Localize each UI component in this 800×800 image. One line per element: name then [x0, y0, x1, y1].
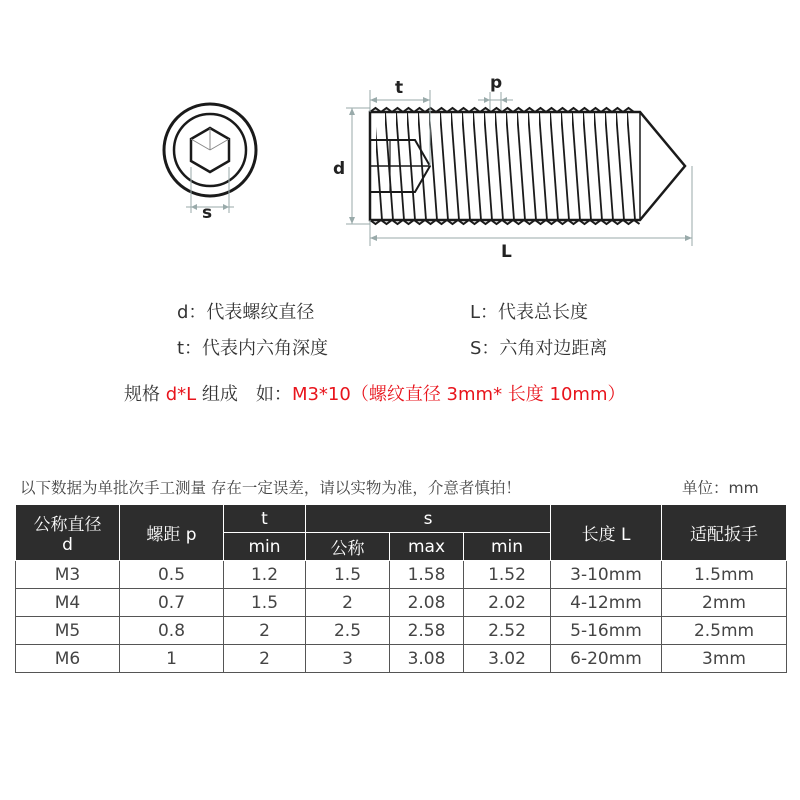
screw-side-view [330, 70, 710, 260]
spec-line [124, 380, 625, 406]
table-cell: 4-12mm [551, 589, 662, 617]
table-cell: 1.5 [224, 589, 306, 617]
legend-S: S：六角对边距离 [470, 338, 608, 359]
header-s-nominal: 公称 [306, 533, 390, 561]
table-cell: 1.52 [464, 561, 551, 589]
table-cell: 2.58 [390, 617, 464, 645]
table-cell: 5-16mm [551, 617, 662, 645]
spec-formula: d*L [165, 384, 197, 405]
header-nominal-sub: d [62, 535, 73, 555]
table-cell: 1 [120, 645, 224, 673]
table-header-row [16, 505, 787, 533]
legend-d: d：代表螺纹直径 [177, 302, 315, 323]
table-cell: 2 [224, 645, 306, 673]
header-s: s [306, 505, 551, 533]
table-cell: 2.5 [306, 617, 390, 645]
table-cell: 2.08 [390, 589, 464, 617]
spec-suffix: 组成 如： [196, 384, 292, 405]
header-t-min: min [224, 533, 306, 561]
table-cell: M6 [16, 645, 120, 673]
header-t: t [224, 505, 306, 533]
table-row [16, 561, 787, 589]
table-cell: 3-10mm [551, 561, 662, 589]
table-cell: 1.2 [224, 561, 306, 589]
table-cell: 2.52 [464, 617, 551, 645]
header-s-min: min [464, 533, 551, 561]
table-cell: 3 [306, 645, 390, 673]
table-cell: M4 [16, 589, 120, 617]
table-row [16, 645, 787, 673]
table-cell: M5 [16, 617, 120, 645]
table-cell: 0.5 [120, 561, 224, 589]
label-L: L [501, 242, 512, 262]
table-row [16, 617, 787, 645]
header-nominal-label: 公称直径 [33, 515, 102, 535]
table-cell: 1.5mm [662, 561, 787, 589]
table-row [16, 589, 787, 617]
label-t: t [395, 78, 404, 98]
table-cell: 2.02 [464, 589, 551, 617]
table-cell: 6-20mm [551, 645, 662, 673]
table-cell: 1.58 [390, 561, 464, 589]
legend-L: L：代表总长度 [470, 302, 589, 323]
spec-example: M3*10（螺纹直径 3mm* 长度 10mm） [291, 384, 626, 405]
legend-t: t：代表内六角深度 [177, 338, 329, 359]
spec-prefix: 规格 [124, 384, 166, 405]
table-cell: 2.5mm [662, 617, 787, 645]
table-cell: 3.08 [390, 645, 464, 673]
table-cell: 2 [224, 617, 306, 645]
table-cell: 1.5 [306, 561, 390, 589]
spec-table [15, 504, 787, 673]
header-wrench: 适配扳手 [662, 505, 787, 561]
table-cell: 3.02 [464, 645, 551, 673]
table-cell: M3 [16, 561, 120, 589]
header-nominal [16, 505, 120, 561]
header-pitch: 螺距 p [120, 505, 224, 561]
label-p: p [490, 73, 503, 93]
unit-label: 单位：mm [682, 479, 759, 497]
label-d: d [333, 159, 346, 179]
table-cell: 2 [306, 589, 390, 617]
header-length: 长度 L [551, 505, 662, 561]
label-s: s [202, 203, 213, 223]
table-cell: 0.8 [120, 617, 224, 645]
table-cell: 3mm [662, 645, 787, 673]
table-cell: 0.7 [120, 589, 224, 617]
measurement-note: 以下数据为单批次手工测量 存在一定误差，请以实物为准，介意者慎拍！ [20, 479, 521, 497]
table-cell: 2mm [662, 589, 787, 617]
header-s-max: max [390, 533, 464, 561]
